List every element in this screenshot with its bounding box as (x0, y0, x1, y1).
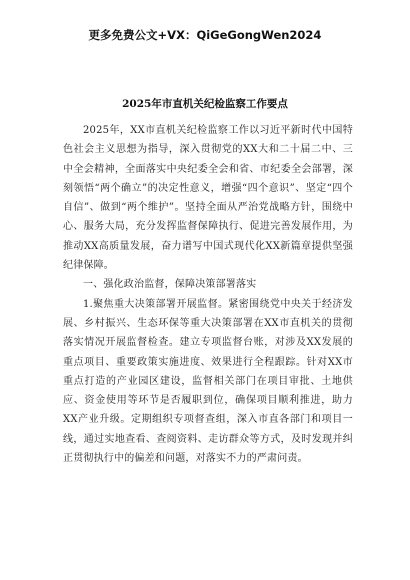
promo-header: 更多免费公文+VX：QiGeGongWen2024 (88, 28, 322, 42)
section-heading: 一、强化政治监督，保障决策部署落实 (83, 279, 257, 291)
intro-paragraph: 2025年，XX市直机关纪检监察工作以习近平新时代中国特色社会主义思想为指导，深入贯彻党的XX大和二十届二中、三中全会精神，全面落实中央纪委全会和省、市纪委全会部署，深刻领悟“两个确立”的决定性意义，增强“四个意识”、坚定“四个自信”、做到“两个维护”。坚持全面从严治党战略方针，围绕中心、服务大局，充分发挥监督保障执行、促进完善发展作用，为推动XX高质量发展，奋力谱写中国式现代化XX新篇章提供坚强纪律保障。 (63, 125, 353, 272)
document-title: 2025年市直机关纪检监察工作要点 (122, 98, 288, 110)
document-body (63, 121, 353, 468)
item-paragraph: 1.聚焦重大决策部署开展监督。紧密围绕党中央关于经济发展、乡村振兴、生态环保等重大决策部署在XX市直机关的贯彻落实情况开展监督检查。建立专项监督台账，对涉及XX发展的重点项目、重要政策实施进度、效果进行全程跟踪。针对XX市重点打造的产业园区建设，监督相关部门在项目审批、土地供应、资金使用等环节是否履职到位，确保项目顺利推进，助力XX产业升级。定期组织专项督查组，深入市直各部门和项目一线，通过实地查看、查阅资料、走访群众等方式，及时发现并纠正贯彻执行中的偏差和问题，对落实不力的严肃问责。 (63, 298, 353, 465)
